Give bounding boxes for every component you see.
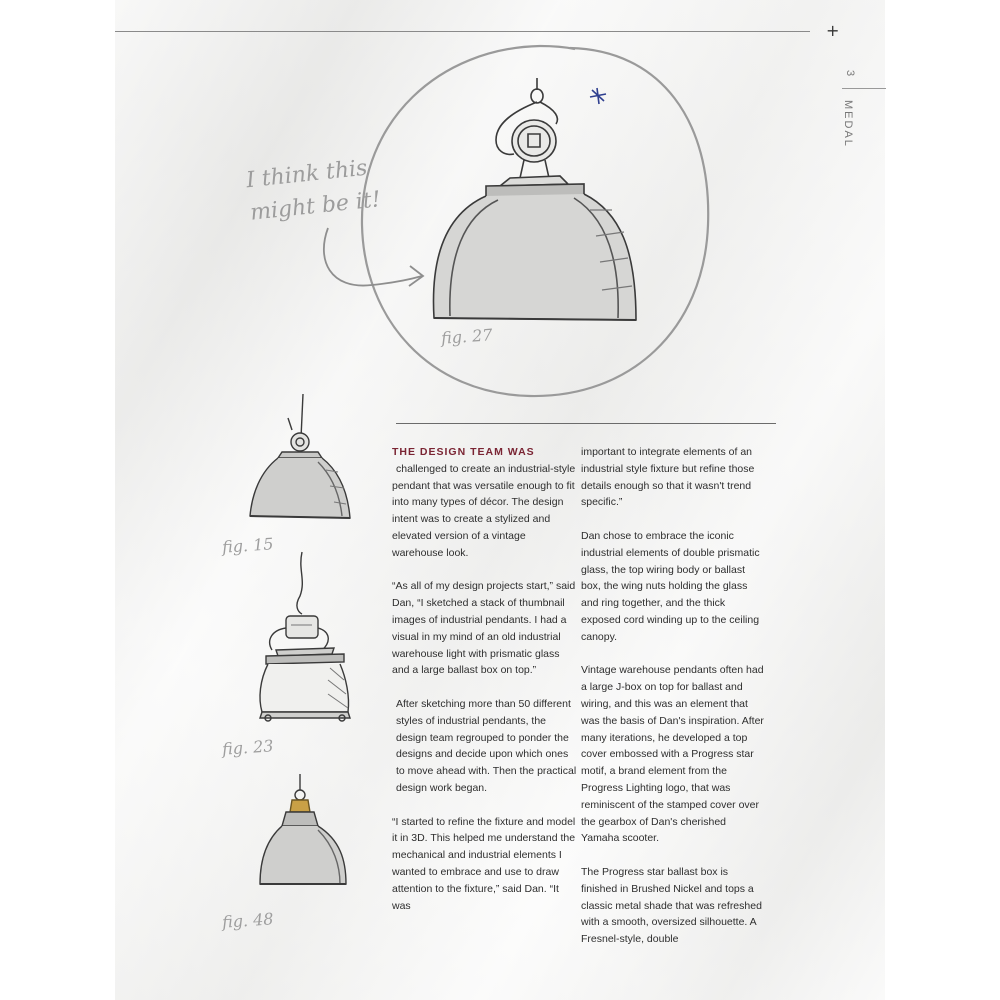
note-arrow [324, 228, 422, 286]
handwritten-note-line1: I think this [245, 155, 369, 194]
paragraph-text: challenged to create an industrial-style pendant that was versatile enough to fit into many types of décor. The design intent was to create a stylized and elevated version of a vintage warehouse look. [392, 462, 576, 559]
paragraph: “I started to refine the fixture and model it in 3D. This helped me understand the mechanical and industrial elements I wanted to embrace and use to draw attention to the fixture,” said Dan. “It was [392, 815, 576, 912]
pendant-sketch-48 [260, 774, 346, 884]
page-number: 3 [844, 70, 856, 77]
article-right-column [581, 444, 766, 965]
paragraph: important to integrate elements of an industrial style fixture but refine those details enough so that it wasn't trend specific.” [581, 446, 755, 509]
paragraph: The Progress star ballast box is finished in Brushed Nickel and tops a classic metal shade that was refreshed with a smooth, oversized silhouette. A Fresnel-style, double [581, 865, 762, 946]
handwritten-note-line2: might be it! [249, 187, 382, 226]
paragraph: Vintage warehouse pendants often had a large J-box on top for ballast and wiring, and this was an element that was the basis of Dan's inspiration. After many iterations, he developed a top cover embossed with a Progress star motif, a brand element from the Progress Lighting logo, that was reminiscent of the stamped cover over the gearbox of Dan's cherished Yamaha scooter. [581, 664, 764, 845]
paragraph [392, 444, 577, 562]
corner-star-icon: + [826, 21, 840, 40]
main-pendant-sketch [433, 78, 636, 320]
figure-label-main: fig. 27 [440, 325, 494, 348]
section-label: MEDAL [842, 100, 854, 148]
pendant-sketch-15 [250, 394, 350, 518]
paragraph: After sketching more than 50 different styles of industrial pendants, the design team regrouped to ponder the designs and decide upon which ones to move ahead with. Then the practical design work began. [396, 697, 577, 794]
paragraph: “As all of my design projects start,” said Dan, “I sketched a stack of thumbnail images of industrial pendants. I had a visual in my mind of an old industrial warehouse light with prismatic glass and a large ballast box on top.” [392, 580, 576, 677]
figure-label-second: fig. 23 [221, 736, 275, 759]
blue-star-mark [590, 88, 606, 104]
article-left-column [392, 444, 577, 931]
section-rule [396, 423, 776, 424]
figure-label-first: fig. 15 [221, 534, 275, 557]
paragraph: Dan chose to embrace the iconic industrial elements of double prismatic glass, the top wiring body or ballast box, the wing nuts holding the glass and ring together, and the thick exposed cord winding up to the ceiling canopy. [581, 529, 760, 643]
figure-label-third: fig. 48 [221, 909, 275, 932]
pendant-sketch-23 [260, 552, 350, 721]
lead-in-heading: THE DESIGN TEAM WAS [392, 446, 535, 458]
